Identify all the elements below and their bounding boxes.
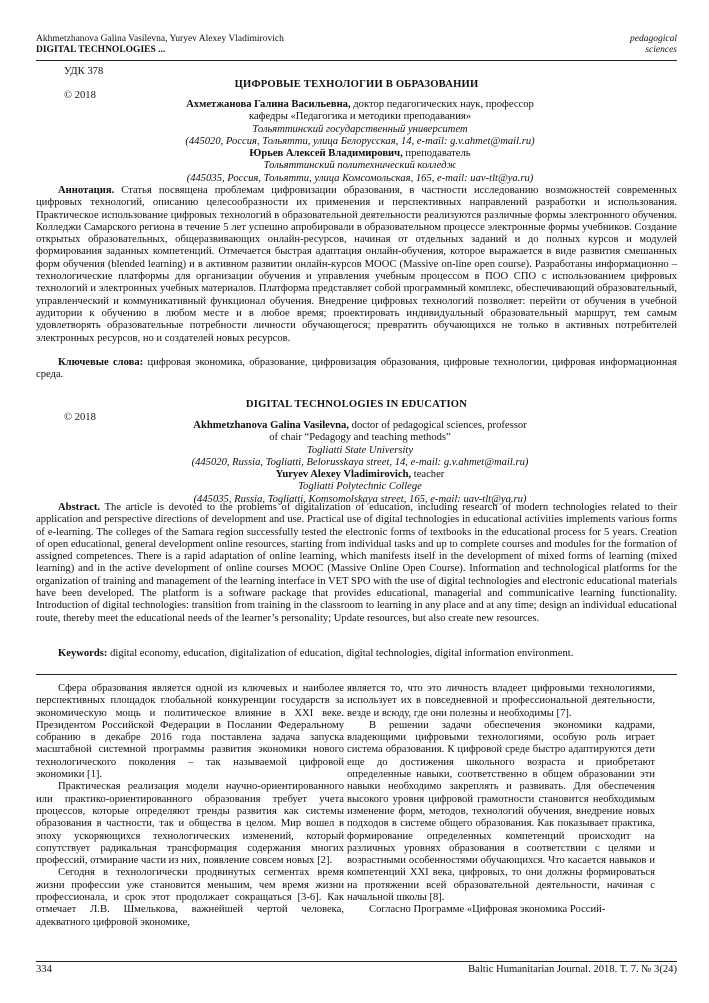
authors-en	[60, 420, 660, 506]
abstract-text-en: The article is devoted to the problems of digitalization of education, including research of modern technologies related to their application and perspective directions of development and use. Practical use of digital technologies in educational activities implements various forms of e-learning. The colleges of the Samara region successfully tested the electronic forms of textbooks in the educational process for 5 years. Creation of open educational, general development online resources, starting from individual tasks and up to complete courses and modules for the formation of assigned competences. There is a rapid adaptation of online learning, which manifests itself in the development of mixed forms of learning (mixed learning) and in the active development of online courses MOOC (Massive Online Open Course). Information and technological platforms for the organization of training and management of the learning interface in VET SPO with the use of digital technologies and electronic educational materials have been developed. The platform is a software package that provides educational, managerial and communicative learning functionality. Introduction of digital technologies: transition from training in the classroom to learning in any place and at any time; design an individual educational route, thereby meet the educational needs of the learner’s personality; Update resources, but also create new resources.	[36, 502, 678, 624]
footer-divider	[36, 961, 677, 962]
author2-org-ru: Тольяттинский политехнический колледж	[263, 160, 457, 172]
paragraph: В решении задачи обеспечения экономики кадрами, владеющими цифровыми технологиями, особую роль играет система образования. К цифровой среде быстро адаптируются дети еще до достижения школьного возраста и приобретают определенные навыки, соответственно в общем образовании эти навыки необходимо закреплять и развивать. Для обеспечения высокого уровня цифровой грамотности становится необходимым изменение форм, методов, технологий обучения, внедрение новых подходов в системе общего образования. Как показывает практика, формирование определенных компетенций происходит на различных уровнях образования в соответствии с целями и возрастными особенностями обучающихся. Что касается навыков и компетенций XXI века, цифровых, то они должны формироваться на протяжении всей образовательной деятельности, начиная с начальной школы [8].	[347, 719, 655, 904]
udc-code: УДК 378	[64, 66, 104, 77]
author1-position-ru: доктор педагогических наук, профессор	[350, 99, 534, 110]
header-divider	[36, 60, 677, 61]
header-section	[630, 34, 677, 56]
title-en: DIGITAL TECHNOLOGIES IN EDUCATION	[245, 399, 468, 410]
abstract-label-en: Abstract.	[58, 502, 101, 513]
paragraph: Согласно Программе «Цифровая экономика Россий-	[369, 904, 606, 916]
author2-position-en: teacher	[411, 469, 445, 481]
author2-org-en: Togliatti Polytechnic College	[298, 481, 422, 493]
abstract-text-ru: Статья посвящена проблемам цифровизации образования, в частности исследованию возможностей современных цифровых технологий, описанию целесообразности их применения и перспективных направлений разработки и использования. Практическое использование цифровых технологий в образовательной деятельности реализуются различные формы электронного обучения. Колледжи Самарского региона в течение 5 лет успешно апробировали в образовательном процессе электронные формы учебников. Создание открытых образовательных, общеразвивающих онлайн-ресурсов, начиная от отдельных заданий и до полных курсов и модулей формирования заданных компетенций. Отмечается быстрая адаптация онлайн-обучения, которое выражается в виде развития смешанных форм обучения (blended learning) и в активном развитии онлайн-курсов МООС (Massive on-line open course). Разработаны информационно – технологические платформы для организации обучения и управления учебным процессом в ПОО СПО с использованием цифровых технологий и электронных учебных материалов. Платформа представляет собой программный комплекс, обеспечивающий образовательный, управленческий и коммуникативный функционал обучения. Внедрение цифровых технологий позволяет: перейти от обучения в учебной аудитории к обучению в любом месте и в любое время; проектировать индивидуальный образовательный маршрут, тем самым удовлетворять образовательные потребности личности обучающегося; превратить обучающихся не только в активных потребителей электронных ресурсов, но и создателей новых ресурсов.	[36, 185, 677, 344]
paragraph: Практическая реализация модели научно-ориентированного или практико-ориентированного образования требует учета процессов, которые определяют тренды развития как системы образования в частности, так и общества в целом. Мир вошел в эпоху ускоряющихся технологических изменений, который сопутствует радикальная трансформация содержания многих профессий, отмирание части из них, появление совсем новых [2].	[36, 781, 344, 867]
author1-chair-en: of chair “Pedagogy and teaching methods”	[269, 432, 451, 444]
copyright-ru: © 2018	[64, 90, 96, 101]
header-title: DIGITAL TECHNOLOGIES ...	[36, 45, 166, 55]
author2-address-en: (445035, Russia, Togliatti, Komsomolskaya street, 165, e-mail: uav-tlt@ya.ru)	[193, 493, 527, 505]
author1-chair-ru: кафедры «Педагогика и методики преподавания»	[248, 111, 472, 123]
author2-line-en	[60, 469, 660, 481]
author1-org-ru: Тольяттинский государственный университет	[252, 123, 468, 135]
author1-org-en: Togliatti State University	[306, 444, 414, 456]
header-section-line1: pedagogical	[630, 34, 677, 44]
author1-line-en	[60, 420, 660, 432]
journal-citation: Baltic Humanitarian Journal. 2018. T. 7. № 3(24)	[468, 964, 677, 975]
paragraph: Сфера образования является одной из ключевых и наиболее перспективных площадок глобальной конкуренции государств за экономическую мощь и политическое влияние в XXI веке. Президентом Российской Федерации в Послании Федеральному собранию в декабре 2016 года поставлена задача запуска масштабной системной программы развития экономики нового технологического поколения – так называемой цифровой экономики [1].	[36, 683, 344, 781]
copyright-en: © 2018	[64, 412, 96, 423]
keywords-label-ru: Ключевые слова:	[58, 357, 144, 368]
keywords-text-en: digital economy, education, digitalization of education, digital technologies, digital information environment.	[107, 648, 574, 659]
header-section-line2: sciences	[645, 45, 677, 55]
keywords-ru	[36, 357, 677, 382]
page-number: 334	[36, 964, 52, 975]
author2-name-en: Yuryev Alexey Vladimirovich,	[275, 469, 412, 481]
author1-address-en: (445020, Russia, Togliatti, Belorusskaya street, 14, e-mail: g.v.ahmet@mail.ru)	[191, 456, 529, 468]
author1-name-ru: Ахметжанова Галина Васильевна,	[186, 99, 351, 110]
keywords-text-ru: цифровая экономика, образование, цифровизация образования, цифровые технологии, цифровая информационная среда.	[36, 357, 677, 381]
keywords-label-en: Keywords:	[58, 648, 108, 659]
body-column-left	[36, 683, 344, 929]
paragraph: Сегодня в технологически продвинутых сегментах время жизни профессии уже становится меньшим, чем время жизни профессионала, и срок этот продолжает сокращаться [3-6]. Как отмечает Л.В. Шмелькова, важнейшей чертой человека, адекватного цифровой экономике,	[36, 867, 344, 928]
title-ru: ЦИФРОВЫЕ ТЕХНОЛОГИИ В ОБРАЗОВАНИИ	[234, 79, 479, 90]
authors-ru	[60, 99, 660, 185]
abstract-en	[36, 502, 677, 625]
keywords-en	[36, 648, 677, 660]
body-divider	[36, 674, 677, 675]
body-column-right	[347, 683, 655, 917]
author2-name-ru: Юрьев Алексей Владимирович,	[249, 148, 403, 160]
author2-line-ru	[60, 148, 660, 160]
author1-line-ru	[60, 99, 660, 111]
author1-address-ru: (445020, Россия, Тольятти, улица Белорусская, 14, e-mail: g.v.ahmet@mail.ru)	[185, 135, 535, 147]
author2-position-ru: преподаватель	[402, 148, 471, 160]
paragraph: является то, что это личность владеет цифровыми технологиями, использует их в повседневной и профессиональной деятельности, везде и всюду, где они полезны и необходимы [7].	[347, 683, 655, 719]
author1-name-en: Akhmetzhanova Galina Vasilevna,	[193, 420, 349, 431]
header-authors: Akhmetzhanova Galina Vasilevna, Yuryev Alexey Vladimirovich	[36, 34, 284, 44]
abstract-label-ru: Аннотация.	[58, 185, 115, 196]
author1-position-en: doctor of pedagogical sciences, professor	[349, 420, 527, 431]
abstract-ru	[36, 185, 677, 345]
header-left	[36, 34, 284, 56]
author2-address-ru: (445035, Россия, Тольятти, улица Комсомольская, 165, e-mail: uav-tlt@ya.ru)	[186, 172, 534, 184]
